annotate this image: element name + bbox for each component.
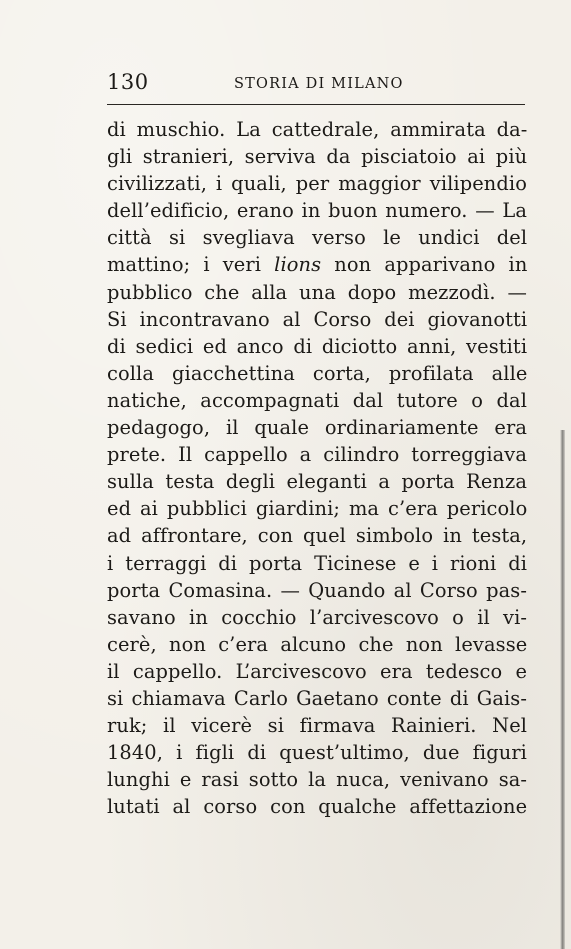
text-line: i terraggi di porta Ticinese e i rioni di <box>107 551 528 575</box>
text-line: di sedici ed anco di diciotto anni, vestiti <box>107 334 528 358</box>
text-line: di muschio. La cattedrale, ammirata da- <box>107 118 528 141</box>
text-line: civilizzati, i quali, per maggior vilipendio <box>107 172 527 196</box>
text-line: si chiamava Carlo Gaetano conte di Gais- <box>107 686 527 710</box>
text-line: Si incontravano al Corso dei giovanotti <box>107 307 528 331</box>
text-line: savano in cocchio l’arcivescovo o il vi- <box>107 605 528 629</box>
text-line: prete. Il cappello a cilindro torreggiava <box>107 443 527 467</box>
text-line: pubblico che alla una dopo mezzodì. — <box>107 280 527 304</box>
text-line: pedagogo, il quale ordinariamente era <box>107 416 527 440</box>
italic-word: lions <box>274 253 322 277</box>
binding-shadow <box>560 430 565 949</box>
body-text <box>107 116 527 820</box>
text-line-with-italic <box>107 251 527 278</box>
text-line: colla giacchettina corta, profilata alle <box>107 361 528 385</box>
header-rule <box>107 104 525 105</box>
text-line: porta Comasina. — Quando al Corso pas- <box>107 578 527 602</box>
text-line: lutati al corso con qualche affettazione <box>107 795 528 819</box>
text-line: città si svegliava verso le undici del <box>107 226 528 250</box>
page-header <box>107 70 525 100</box>
page-number: 130 <box>107 70 149 94</box>
text-line: ed ai pubblici giardini; ma c’era pericolo <box>107 497 528 521</box>
text-line: lunghi e rasi sotto la nuca, venivano sa- <box>107 768 528 792</box>
text-line: natiche, accompagnati dal tutore o dal <box>107 388 527 412</box>
text-line: sulla testa degli eleganti a porta Renza <box>107 470 527 494</box>
text-line: ruk; il vicerè si firmava Rainieri. Nel <box>107 714 528 738</box>
text-line: 1840, i figli di quest’ultimo, due figuri <box>107 741 527 765</box>
text-line-end: non apparivano in <box>334 253 528 277</box>
text-line: dell’edificio, erano in buon numero. — La <box>107 199 527 223</box>
text-line: gli stranieri, serviva da pisciatoio ai più <box>107 145 528 169</box>
text-line: cerè, non c’era alcuno che non levasse <box>107 632 528 656</box>
text-line-start: mattino; i veri <box>107 253 262 277</box>
text-line: il cappello. L’arcivescovo era tedesco e <box>107 659 528 683</box>
text-line: ad affrontare, con quel simbolo in testa, <box>107 524 528 548</box>
running-title: STORIA DI MILANO <box>234 76 404 92</box>
